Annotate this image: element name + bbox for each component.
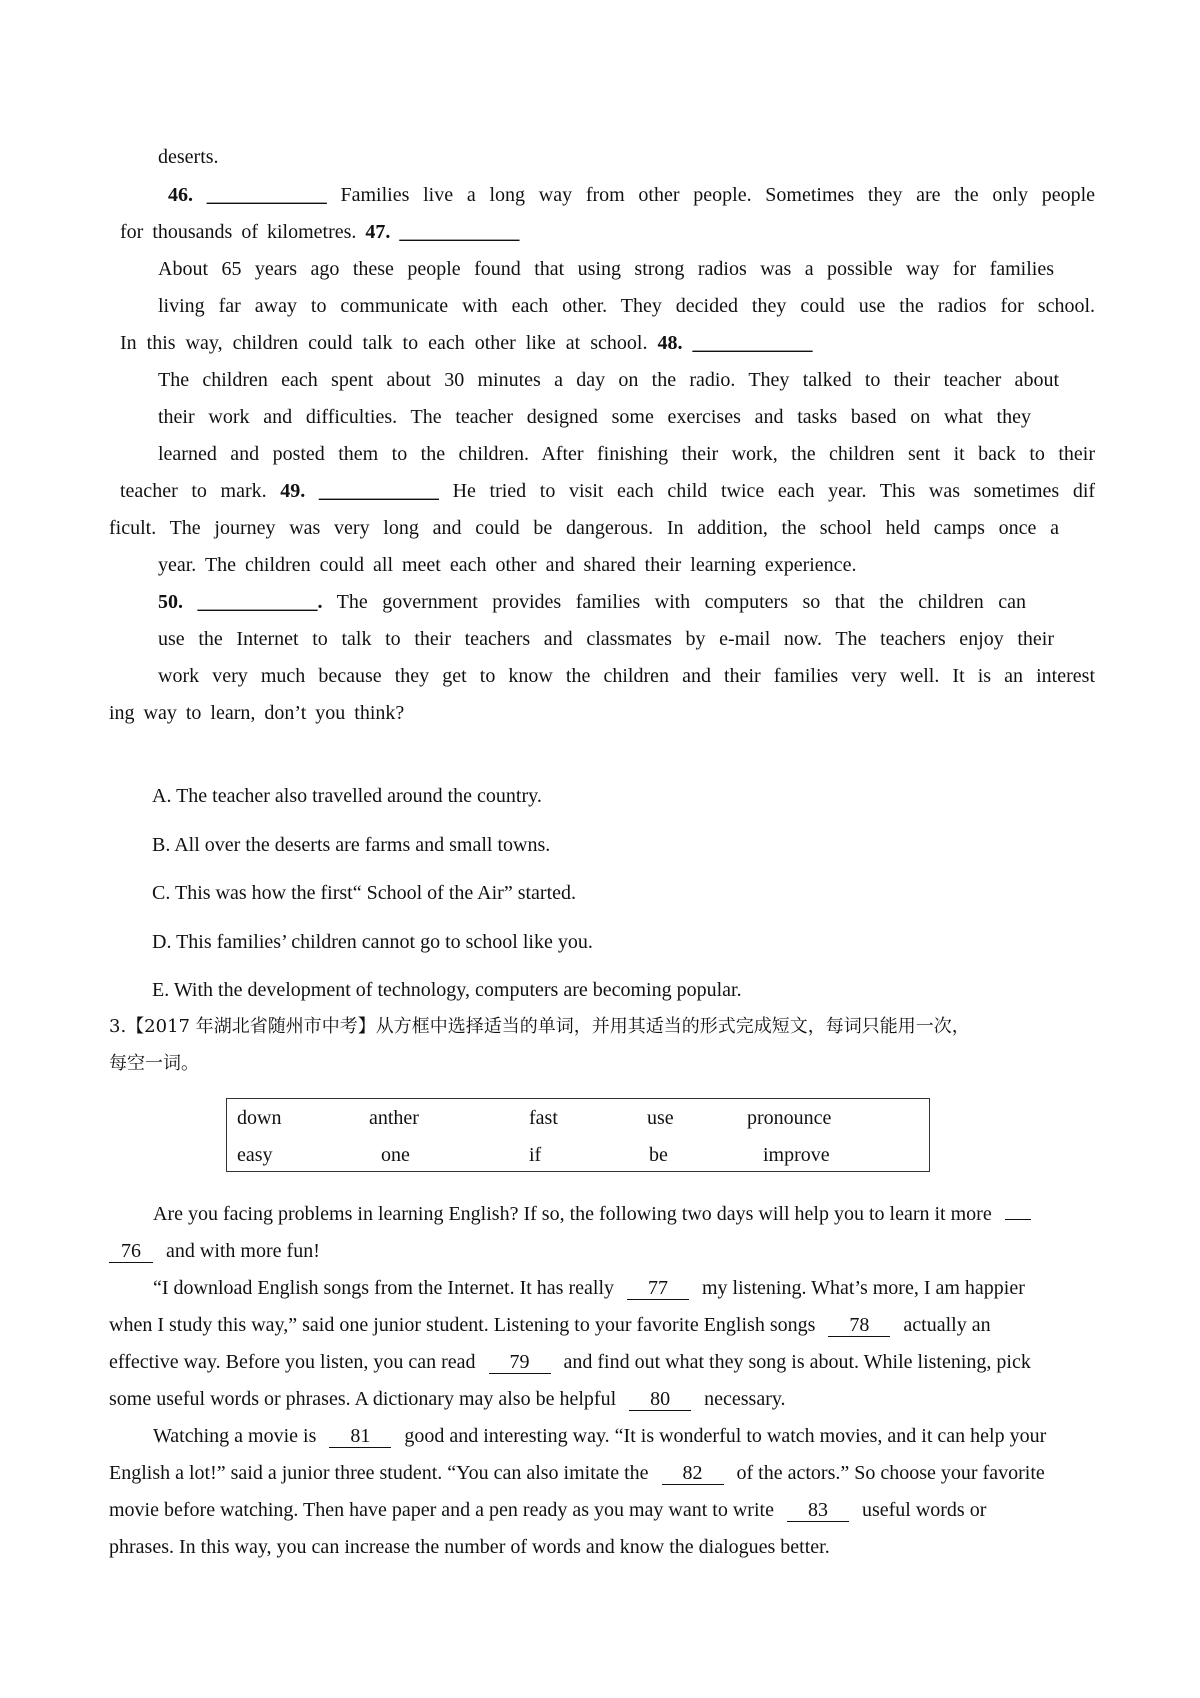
paragraph-text: “I download English songs from the Internet. It has really [153, 1277, 614, 1299]
word-cell: pronounce [747, 1107, 832, 1129]
word-cell: be [649, 1144, 668, 1166]
answer-blank-50: ____________. [197, 591, 323, 613]
section-instruction: 每空一词。 [109, 1053, 199, 1074]
word-cell: easy [237, 1144, 273, 1166]
passage-line: work very much because they get to know the children and their families very well. It is an interest [158, 665, 1095, 687]
passage-line: use the Internet to talk to their teachers and classmates by e-mail now. The teachers enjoy their [158, 628, 1054, 650]
word-cell: down [237, 1107, 282, 1129]
word-cell: one [381, 1144, 410, 1166]
answer-blank-80: 80 [629, 1388, 691, 1411]
paragraph-text: effective way. Before you listen, you can read [109, 1351, 476, 1373]
word-cell: fast [529, 1107, 558, 1129]
answer-blank-77: 77 [627, 1277, 689, 1300]
paragraph-line [109, 1386, 786, 1412]
passage-text: for thousands of kilometres. [120, 221, 357, 243]
section-heading: 3.【2017 年湖北省随州市中考】从方框中选择适当的单词，并用其适当的形式完成短文，每词只能用一次， [109, 1016, 970, 1037]
question-number-50: 50. [158, 591, 183, 613]
option-d: D. This families’ children cannot go to school like you. [152, 931, 593, 953]
passage-text: Families live a long way from other people. Sometimes they are the only people [340, 184, 1096, 206]
answer-blank-48: ____________ [692, 332, 813, 354]
passage-text: The government provides families with computers so that the children can [336, 591, 1027, 613]
passage-line: The children each spent about 30 minutes a day on the radio. They talked to their teacher about [158, 369, 1059, 391]
paragraph-text: when I study this way,” said one junior student. Listening to your favorite English songs [109, 1314, 816, 1336]
word-box [226, 1098, 930, 1172]
paragraph-text: good and interesting way. “It is wonderful to watch movies, and it can help your [404, 1425, 1047, 1447]
answer-blank-46: ____________ [206, 184, 327, 206]
paragraph-text: actually an [903, 1314, 991, 1336]
paragraph-text: necessary. [704, 1388, 786, 1410]
passage-line [120, 219, 519, 245]
passage-line [158, 589, 1026, 615]
answer-blank-81: 81 [329, 1425, 391, 1448]
paragraph-line [153, 1201, 1031, 1227]
option-e: E. With the development of technology, computers are becoming popular. [152, 979, 742, 1001]
option-b: B. All over the deserts are farms and small towns. [152, 834, 551, 856]
question-number-48: 48. [657, 332, 683, 354]
paragraph-line [109, 1497, 986, 1523]
passage-line [120, 330, 812, 356]
answer-blank [1005, 1219, 1031, 1220]
paragraph-text: and find out what they song is about. While listening, pick [563, 1351, 1031, 1373]
paragraph-line [153, 1275, 1025, 1301]
passage-text: He tried to visit each child twice each year. This was sometimes dif [452, 480, 1096, 502]
paragraph-text: my listening. What’s more, I am happier [702, 1277, 1025, 1299]
paragraph-line [109, 1349, 1031, 1375]
paragraph-text: English a lot!” said a junior three student. “You can also imitate the [109, 1462, 649, 1484]
paragraph-line [109, 1238, 320, 1264]
question-number-49: 49. [280, 480, 306, 502]
option-c: C. This was how the first“ School of the Air” started. [152, 882, 577, 904]
option-a: A. The teacher also travelled around the country. [152, 785, 542, 807]
passage-line: deserts. [158, 146, 219, 168]
passage-line [168, 182, 1095, 208]
passage-line: ing way to learn, don’t you think? [109, 702, 405, 724]
paragraph-text: movie before watching. Then have paper and a pen ready as you may want to write [109, 1499, 774, 1521]
answer-blank-79: 79 [489, 1351, 551, 1374]
answer-blank-76: 76 [109, 1240, 153, 1263]
passage-line: year. The children could all meet each other and shared their learning experience. [158, 554, 857, 576]
passage-line: their work and difficulties. The teacher designed some exercises and tasks based on what they [158, 406, 1031, 428]
paragraph-text: and with more fun! [166, 1240, 320, 1262]
paragraph-text: Are you facing problems in learning English? If so, the following two days will help you to learn it more [153, 1203, 992, 1225]
paragraph-text: Watching a movie is [153, 1425, 317, 1447]
question-number-47: 47. [365, 221, 391, 243]
question-number-46: 46. [168, 184, 193, 206]
passage-line: learned and posted them to the children. After finishing their work, the children sent it back to their [158, 443, 1095, 465]
word-cell: use [647, 1107, 674, 1129]
paragraph-text: of the actors.” So choose your favorite [736, 1462, 1045, 1484]
answer-blank-82: 82 [662, 1462, 724, 1485]
answer-blank-78: 78 [828, 1314, 890, 1337]
passage-text: teacher to mark. [120, 480, 267, 502]
word-cell: improve [763, 1144, 830, 1166]
paragraph-text: some useful words or phrases. A dictionary may also be helpful [109, 1388, 617, 1410]
passage-line [120, 478, 1095, 504]
answer-blank-83: 83 [787, 1499, 849, 1522]
passage-text: In this way, children could talk to each other like at school. [120, 332, 648, 354]
paragraph-line [109, 1312, 991, 1338]
word-cell: anther [369, 1107, 419, 1129]
passage-line: ficult. The journey was very long and could be dangerous. In addition, the school held camps once a [109, 517, 1059, 539]
paragraph-line: phrases. In this way, you can increase the number of words and know the dialogues better. [109, 1536, 830, 1558]
answer-blank-47: ____________ [399, 221, 520, 243]
paragraph-line [109, 1460, 1045, 1486]
paragraph-text: useful words or [861, 1499, 987, 1521]
passage-line: About 65 years ago these people found that using strong radios was a possible way for families [158, 258, 1054, 280]
answer-blank-49: ____________ [318, 480, 439, 502]
word-cell: if [529, 1144, 542, 1166]
paragraph-line [153, 1423, 1046, 1449]
passage-line: living far away to communicate with each other. They decided they could use the radios for school. [158, 295, 1095, 317]
